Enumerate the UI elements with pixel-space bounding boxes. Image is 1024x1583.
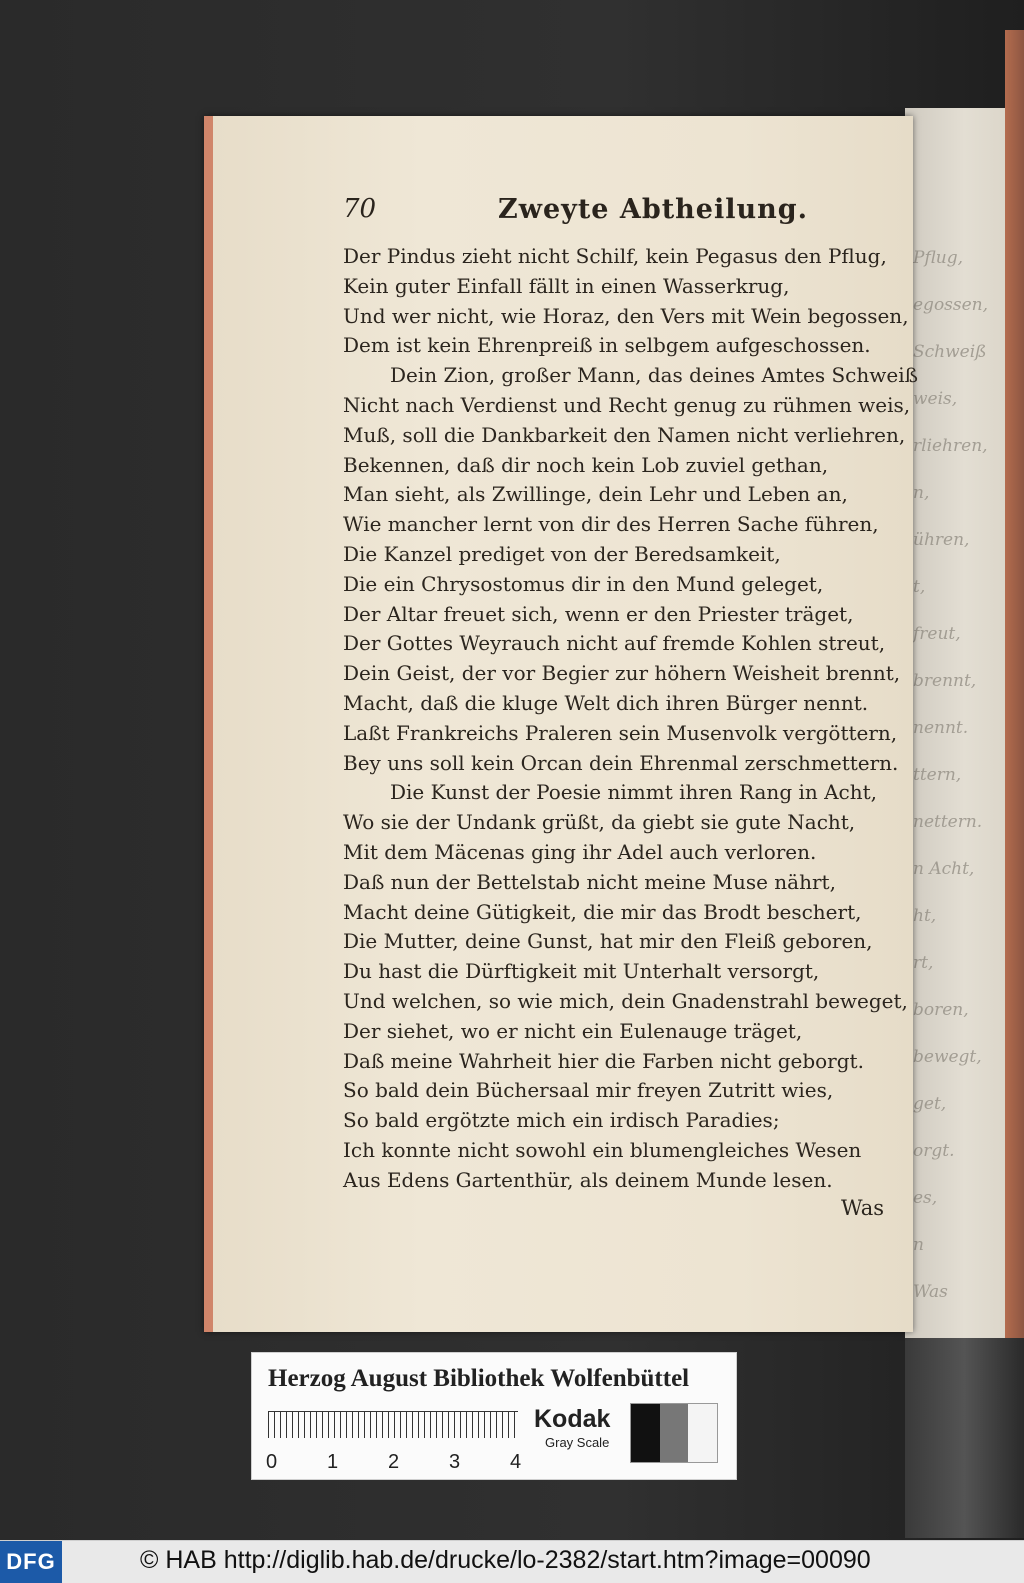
ghost-text-line: nennt. — [913, 718, 969, 738]
ghost-text-line: weis, — [913, 389, 958, 409]
verse-line: Macht, daß die kluge Welt dich ihren Bürger nennt. — [343, 690, 869, 715]
verse-line: Aus Edens Gartenthür, als deinem Munde lesen. — [343, 1167, 833, 1192]
ghost-text-line: egossen, — [913, 295, 989, 315]
ghost-text-line: n, — [913, 483, 930, 503]
verse-line: Die Kanzel prediget von der Beredsamkeit, — [343, 541, 781, 566]
copyright-link[interactable]: © HAB http://diglib.hab.de/drucke/lo-2382/start.htm?image=00090 — [140, 1546, 871, 1574]
ruler-number: 3 — [449, 1451, 461, 1473]
ghost-text-line: ttern, — [913, 765, 962, 785]
verse-line: Dein Geist, der vor Begier zur höhern Weisheit brennt, — [343, 661, 901, 686]
verse-line: Muß, soll die Dankbarkeit den Namen nicht verliehren, — [343, 422, 906, 447]
ghost-text-line: brennt, — [913, 671, 977, 691]
verse-line: So bald dein Büchersaal mir freyen Zutritt wies, — [343, 1078, 834, 1103]
book-cover-edge — [905, 1338, 1024, 1538]
ghost-text-line: n Acht, — [913, 859, 975, 879]
verse-line: Die ein Chrysostomus dir in den Mund geleget, — [343, 571, 824, 596]
ghost-text-line: freut, — [913, 624, 961, 644]
verse-line: Wo sie der Undank grüßt, da giebt sie gute Nacht, — [343, 810, 856, 835]
gray-scale-swatches — [630, 1403, 718, 1463]
verse-line: Macht deine Gütigkeit, die mir das Brodt beschert, — [343, 899, 862, 924]
verse-line: So bald ergötzte mich ein irdisch Paradies; — [343, 1108, 780, 1133]
page-header — [343, 194, 903, 230]
gray-scale-label: Gray Scale — [545, 1435, 610, 1450]
ghost-text-line: orgt. — [913, 1141, 955, 1161]
ghost-text-line: Pflug, — [913, 248, 964, 268]
verse-line: Daß nun der Bettelstab nicht meine Muse nährt, — [343, 869, 836, 894]
gray-swatch — [631, 1404, 660, 1462]
verse-line: Dem ist kein Ehrenpreiß in selbgem aufgeschossen. — [343, 333, 871, 358]
verse-line: Der Gottes Weyrauch nicht auf fremde Kohlen streut, — [343, 631, 886, 656]
verse-line: Daß meine Wahrheit hier die Farben nicht geborgt. — [343, 1048, 864, 1073]
verse-line: Die Kunst der Poesie nimmt ihren Rang in Acht, — [390, 780, 878, 805]
running-head: Zweyte Abtheilung. — [498, 194, 809, 225]
verse-line: Kein guter Einfall fällt in einen Wasserkrug, — [343, 273, 790, 298]
ghost-text-line: t, — [913, 577, 926, 597]
ghost-text-line: bewegt, — [913, 1047, 982, 1067]
ghost-text-line: ühren, — [913, 530, 970, 550]
ghost-text-line: get, — [913, 1094, 947, 1114]
ghost-text-line: rt, — [913, 953, 934, 973]
verse-line: Und welchen, so wie mich, dein Gnadenstrahl beweget, — [343, 988, 908, 1013]
library-name: Herzog August Bibliothek Wolfenbüttel — [268, 1365, 690, 1392]
ghost-text-line: ht, — [913, 906, 937, 926]
ghost-text-line: Was — [913, 1282, 948, 1302]
kodak-logo: Kodak — [534, 1405, 611, 1433]
verse-line: Mit dem Mäcenas ging ihr Adel auch verloren. — [343, 839, 817, 864]
catchword: Was — [841, 1196, 885, 1220]
verse-line: Laßt Frankreichs Praleren sein Musenvolk vergöttern, — [343, 720, 898, 745]
ghost-text-line: rliehren, — [913, 436, 988, 456]
footer-bar — [0, 1540, 1024, 1583]
ghost-text-line: Schweiß — [913, 342, 987, 362]
verse-line: Dein Zion, großer Mann, das deines Amtes Schweiß — [390, 363, 918, 388]
verse-line: Und wer nicht, wie Horaz, den Vers mit Wein begossen, — [343, 303, 909, 328]
ruler-number: 1 — [327, 1451, 339, 1473]
ruler-number: 0 — [266, 1451, 278, 1473]
page-number: 70 — [343, 194, 377, 224]
verse-line: Der Pindus zieht nicht Schilf, kein Pegasus den Pflug, — [343, 244, 887, 268]
ghost-text-line: n — [913, 1235, 924, 1255]
ghost-text-line: boren, — [913, 1000, 969, 1020]
ruler-number: 2 — [388, 1451, 400, 1473]
verse-line: Bey uns soll kein Orcan dein Ehrenmal zerschmettern. — [343, 750, 899, 775]
poem-text — [343, 242, 918, 1196]
verse-line: Wie mancher lernt von dir des Herren Sache führen, — [343, 512, 879, 537]
verse-line: Bekennen, daß dir noch kein Lob zuviel gethan, — [343, 452, 829, 477]
gray-swatch — [688, 1404, 717, 1462]
ruler-number: 4 — [510, 1451, 522, 1473]
gray-swatch — [660, 1404, 689, 1462]
verse-line: Die Mutter, deine Gunst, hat mir den Fleiß geboren, — [343, 929, 873, 954]
verse-line: Nicht nach Verdienst und Recht genug zu rühmen weis, — [343, 392, 911, 417]
scan-reference-card — [251, 1352, 737, 1480]
book-edge — [1005, 30, 1024, 1450]
ghost-text-line: nettern. — [913, 812, 983, 832]
verse-line: Ich konnte nicht sowohl ein blumengleiches Wesen — [343, 1137, 862, 1162]
verse-line: Man sieht, als Zwillinge, dein Lehr und Leben an, — [343, 482, 848, 507]
verse-line: Der Altar freuet sich, wenn er den Priester träget, — [343, 601, 854, 626]
verse-line: Du hast die Dürftigkeit mit Unterhalt versorgt, — [343, 959, 820, 984]
ghost-text-line: es, — [913, 1188, 938, 1208]
book-page — [204, 116, 918, 1332]
dfg-logo: DFG — [0, 1541, 62, 1583]
verse-line: Der siehet, wo er nicht ein Eulenauge träget, — [343, 1018, 803, 1043]
ruler-scale — [268, 1411, 518, 1448]
